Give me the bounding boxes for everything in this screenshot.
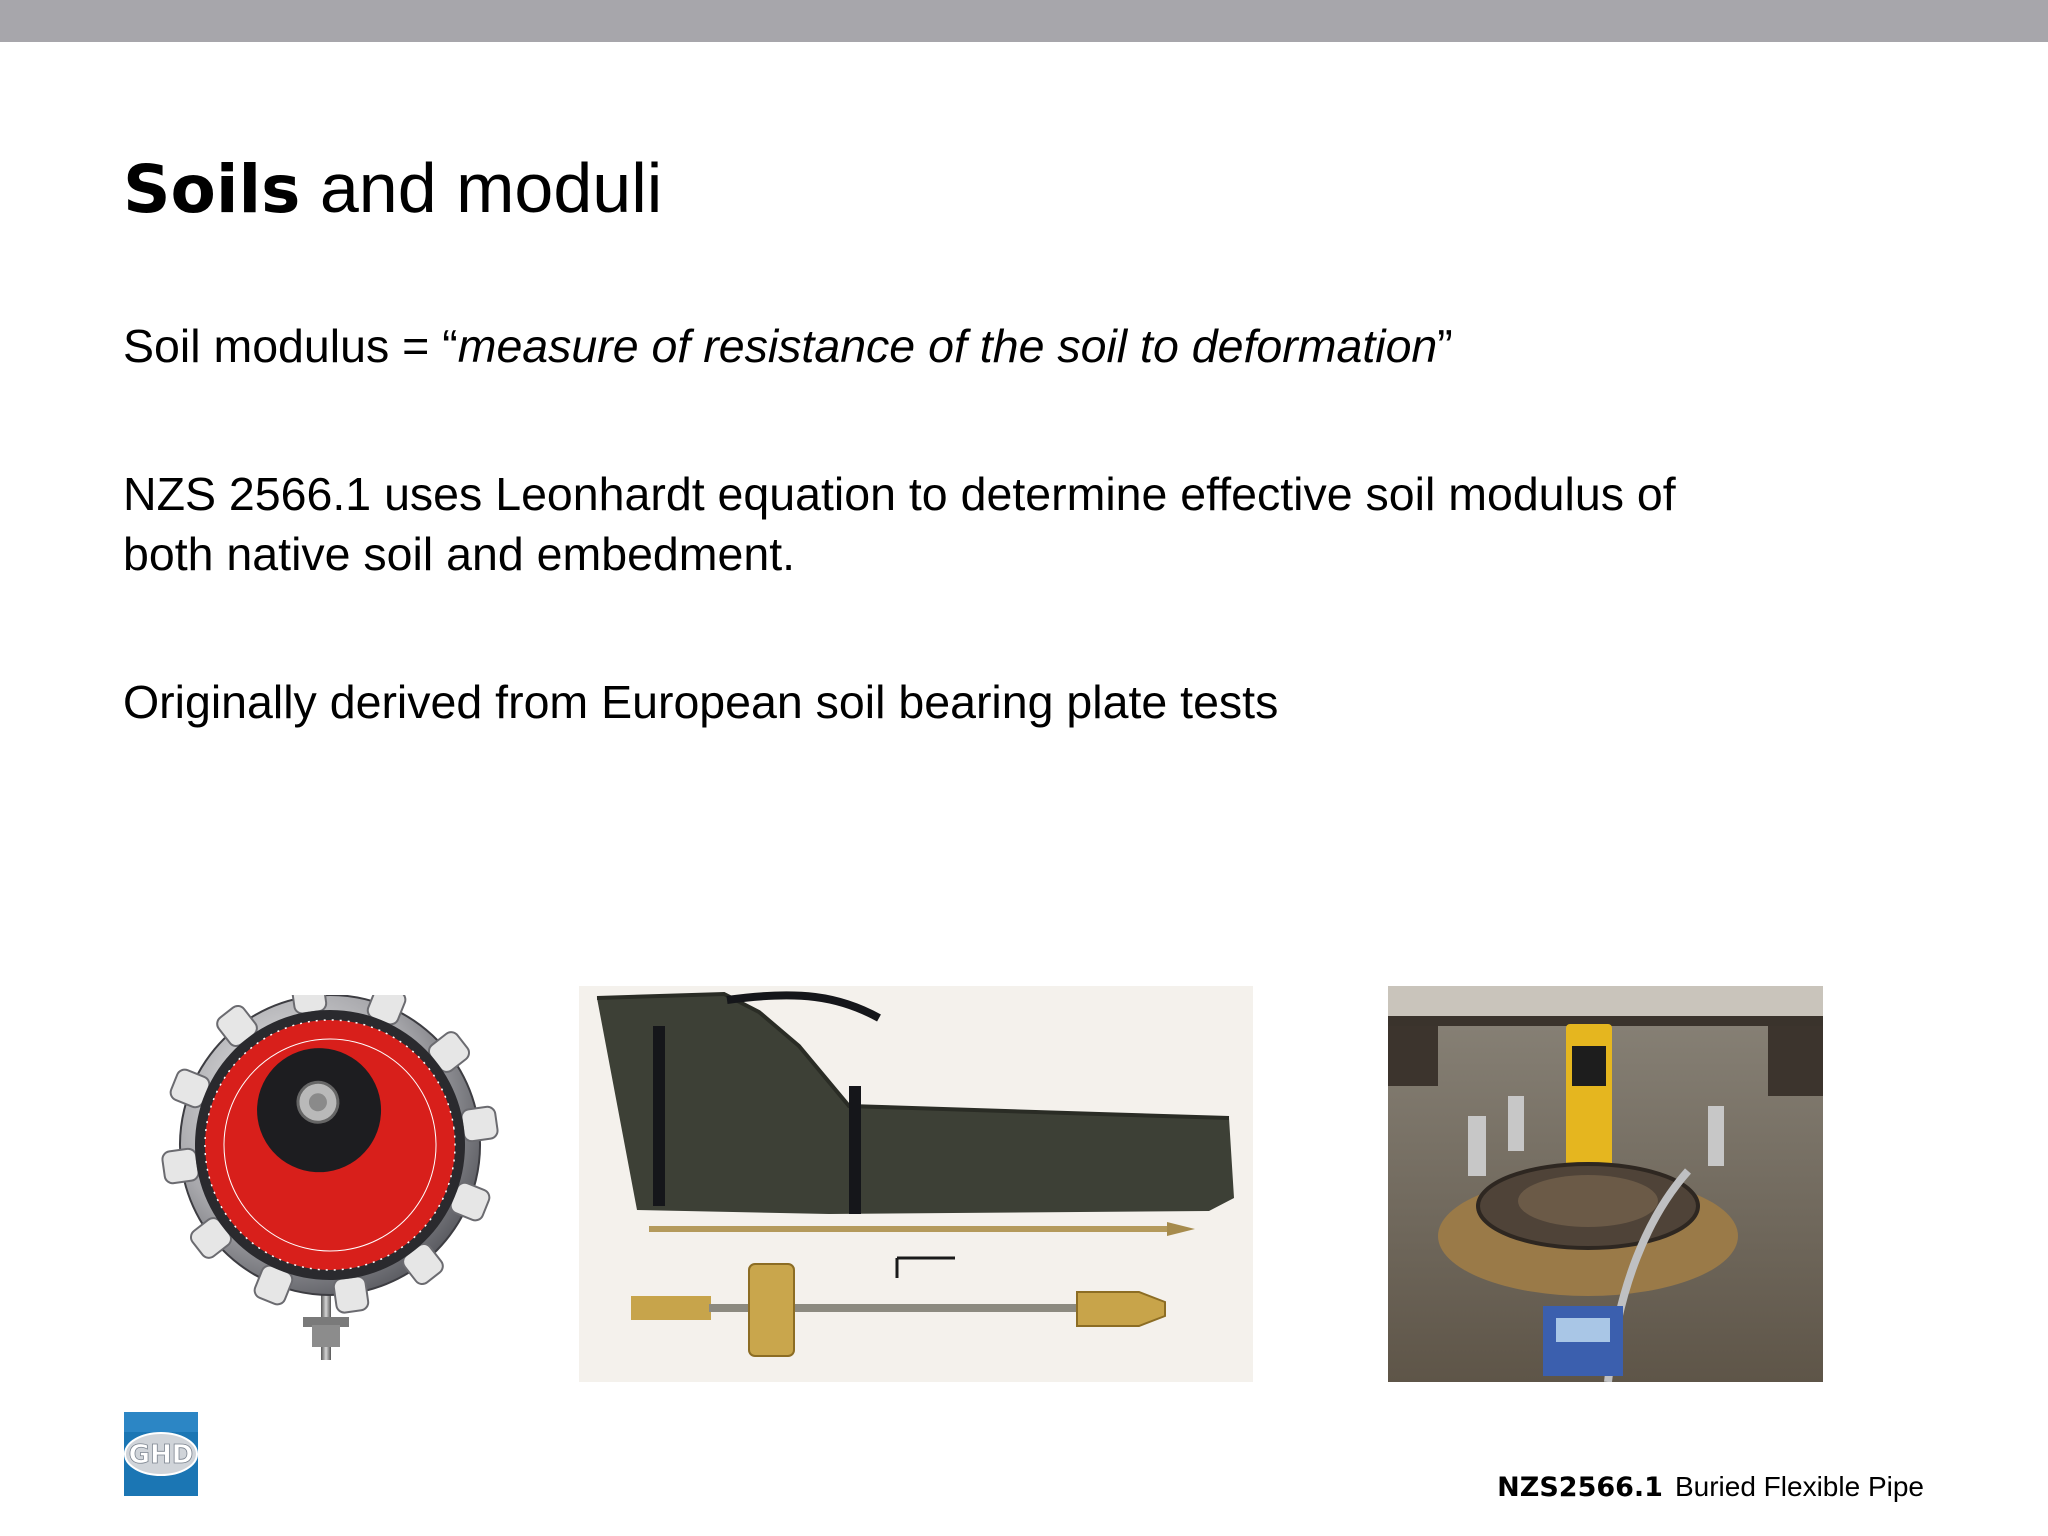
svg-text:GHD: GHD — [128, 1440, 194, 1470]
plate-bearing-test-photo — [1388, 986, 1823, 1382]
ghd-logo — [124, 1412, 198, 1496]
p1-definition: measure of resistance of the soil to deformation — [457, 320, 1438, 372]
slide-title — [123, 148, 662, 230]
shear-vane-photo — [140, 995, 535, 1380]
paragraph-soil-modulus — [123, 316, 1453, 376]
paragraph-leonhardt — [123, 464, 1676, 584]
p2-line-2: both native soil and embedment. — [123, 528, 796, 580]
title-rest: and moduli — [300, 149, 663, 227]
footer-subtitle: Buried Flexible Pipe — [1674, 1471, 1924, 1502]
penetrometer-kit-photo — [579, 986, 1253, 1382]
p1-prefix: Soil modulus = “ — [123, 320, 458, 372]
footer-standard-code: NZS2566.1 — [1497, 1472, 1663, 1503]
p2-line-1: NZS 2566.1 uses Leonhardt equation to determine effective soil modulus of — [123, 468, 1676, 520]
paragraph-origin — [123, 672, 1278, 732]
p1-suffix: ” — [1437, 320, 1453, 372]
top-bar — [0, 0, 2048, 42]
p3-text: Originally derived from European soil bearing plate tests — [123, 676, 1279, 728]
title-bold: Soils — [123, 151, 301, 228]
footer — [1497, 1470, 1924, 1505]
